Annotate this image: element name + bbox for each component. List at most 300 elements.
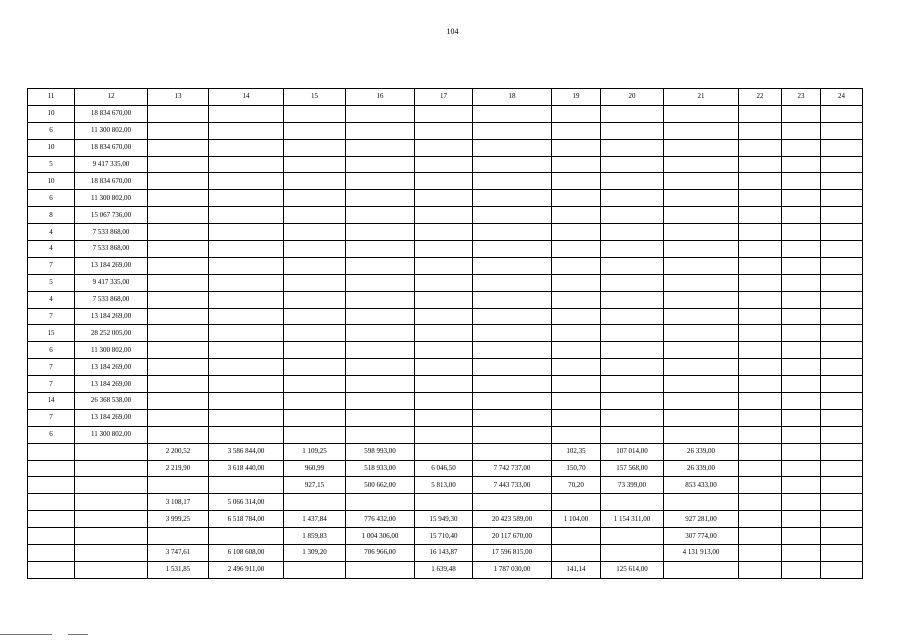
- table-cell: [75, 561, 148, 578]
- table-cell: 13 184 269,00: [75, 409, 148, 426]
- table-cell: [601, 359, 664, 376]
- table-cell: [552, 545, 601, 562]
- table-row: [28, 409, 863, 426]
- table-cell: [209, 173, 284, 190]
- table-cell: [821, 409, 863, 426]
- table-row: [28, 528, 863, 545]
- table-row: [28, 561, 863, 578]
- table-cell: [552, 156, 601, 173]
- table-cell: [28, 511, 75, 528]
- table-cell: 7 533 868,00: [75, 241, 148, 258]
- table-cell: [209, 393, 284, 410]
- table-cell: [739, 190, 782, 207]
- table-cell: [284, 342, 346, 359]
- table-cell: [739, 308, 782, 325]
- column-number-cell: 14: [209, 89, 284, 106]
- table-cell: [782, 426, 821, 443]
- table-cell: 15 710,40: [415, 528, 473, 545]
- table-cell: [209, 291, 284, 308]
- table-cell: [821, 325, 863, 342]
- table-cell: 7 443 733,00: [473, 477, 552, 494]
- table-cell: [601, 139, 664, 156]
- table-cell: [284, 325, 346, 342]
- table-cell: [346, 173, 415, 190]
- table-cell: [821, 494, 863, 511]
- table-header: [28, 89, 863, 106]
- table-cell: [473, 241, 552, 258]
- table-cell: [601, 545, 664, 562]
- table-cell: [552, 409, 601, 426]
- table-cell: 853 433,00: [664, 477, 739, 494]
- table-cell: [664, 308, 739, 325]
- table-cell: [148, 291, 209, 308]
- column-number-cell: 23: [782, 89, 821, 106]
- table-cell: [601, 156, 664, 173]
- footer-rule-short: [68, 634, 88, 635]
- table-cell: [782, 207, 821, 224]
- table-cell: [148, 342, 209, 359]
- table-cell: [664, 105, 739, 122]
- table-cell: [346, 274, 415, 291]
- table-cell: 500 662,00: [346, 477, 415, 494]
- table-cell: 5 813,00: [415, 477, 473, 494]
- table-cell: [664, 494, 739, 511]
- table-cell: [415, 173, 473, 190]
- table-cell: [75, 511, 148, 528]
- table-cell: [415, 342, 473, 359]
- table-cell: 1 109,25: [284, 443, 346, 460]
- column-number-cell: 15: [284, 89, 346, 106]
- table-cell: [739, 511, 782, 528]
- table-cell: [209, 528, 284, 545]
- table-cell: [601, 409, 664, 426]
- table-cell: [148, 224, 209, 241]
- table-cell: [739, 274, 782, 291]
- table-cell: [552, 376, 601, 393]
- table-cell: 11 300 802,00: [75, 426, 148, 443]
- table-cell: [821, 426, 863, 443]
- column-number-row: [28, 89, 863, 106]
- table-cell: [346, 105, 415, 122]
- table-cell: [284, 190, 346, 207]
- table-cell: [415, 426, 473, 443]
- table-cell: [346, 426, 415, 443]
- table-row: [28, 359, 863, 376]
- table-cell: 73 399,00: [601, 477, 664, 494]
- table-cell: [346, 207, 415, 224]
- table-cell: 8: [28, 207, 75, 224]
- table-cell: [782, 156, 821, 173]
- column-number-cell: 20: [601, 89, 664, 106]
- table-cell: [782, 257, 821, 274]
- table-cell: 960,99: [284, 460, 346, 477]
- table-cell: 6: [28, 122, 75, 139]
- table-cell: [473, 342, 552, 359]
- table-cell: [552, 494, 601, 511]
- table-cell: [739, 393, 782, 410]
- table-cell: 3 586 844,00: [209, 443, 284, 460]
- table-cell: [782, 528, 821, 545]
- table-cell: 13 184 269,00: [75, 257, 148, 274]
- table-cell: [284, 409, 346, 426]
- table-cell: 776 432,00: [346, 511, 415, 528]
- table-cell: 7: [28, 257, 75, 274]
- table-cell: [821, 257, 863, 274]
- table-cell: [473, 173, 552, 190]
- table-cell: [782, 494, 821, 511]
- table-cell: [739, 443, 782, 460]
- column-number-cell: 11: [28, 89, 75, 106]
- table-cell: 6: [28, 342, 75, 359]
- table-cell: 706 966,00: [346, 545, 415, 562]
- column-number-cell: 16: [346, 89, 415, 106]
- table-cell: [473, 257, 552, 274]
- table-row: [28, 376, 863, 393]
- table-cell: [346, 190, 415, 207]
- table-cell: [473, 122, 552, 139]
- table-cell: [284, 139, 346, 156]
- table-cell: [664, 173, 739, 190]
- table-cell: [473, 443, 552, 460]
- table-cell: [473, 224, 552, 241]
- table-cell: [601, 105, 664, 122]
- table-cell: 13 184 269,00: [75, 359, 148, 376]
- table-cell: [601, 122, 664, 139]
- table-cell: [473, 139, 552, 156]
- table-cell: 7 533 868,00: [75, 291, 148, 308]
- table-cell: 1 639,48: [415, 561, 473, 578]
- table-cell: [552, 291, 601, 308]
- table-cell: [284, 173, 346, 190]
- table-cell: [601, 325, 664, 342]
- table-cell: [473, 156, 552, 173]
- table-cell: [148, 122, 209, 139]
- table-cell: 3 999,25: [148, 511, 209, 528]
- table-cell: [346, 561, 415, 578]
- table-cell: [28, 528, 75, 545]
- table-cell: [473, 325, 552, 342]
- table-row: [28, 257, 863, 274]
- table-cell: [346, 359, 415, 376]
- table-row: [28, 393, 863, 410]
- table-cell: [473, 426, 552, 443]
- table-cell: [782, 139, 821, 156]
- table-row: [28, 511, 863, 528]
- table-cell: [821, 105, 863, 122]
- table-cell: [346, 409, 415, 426]
- table-cell: [782, 443, 821, 460]
- table-cell: 11 300 802,00: [75, 190, 148, 207]
- data-table: [27, 88, 863, 579]
- table-cell: [739, 139, 782, 156]
- column-number-cell: 21: [664, 89, 739, 106]
- table-cell: 1 309,20: [284, 545, 346, 562]
- table-cell: [346, 393, 415, 410]
- table-row: [28, 274, 863, 291]
- table-cell: 11 300 802,00: [75, 122, 148, 139]
- table-cell: [664, 426, 739, 443]
- table-cell: [209, 325, 284, 342]
- table-cell: 18 834 670,00: [75, 105, 148, 122]
- table-row: [28, 545, 863, 562]
- table-cell: 6: [28, 190, 75, 207]
- table-cell: [415, 156, 473, 173]
- table-cell: [782, 460, 821, 477]
- table-cell: [782, 511, 821, 528]
- table-cell: [821, 342, 863, 359]
- table-cell: [284, 156, 346, 173]
- table-cell: [148, 409, 209, 426]
- table-cell: 15 949,30: [415, 511, 473, 528]
- table-cell: [415, 190, 473, 207]
- table-row: [28, 241, 863, 258]
- table-cell: [552, 426, 601, 443]
- table-cell: 10: [28, 105, 75, 122]
- table-cell: [415, 376, 473, 393]
- table-cell: [473, 207, 552, 224]
- table-cell: [782, 561, 821, 578]
- table-cell: [739, 291, 782, 308]
- table-cell: [209, 190, 284, 207]
- table-row: [28, 477, 863, 494]
- table-cell: [601, 207, 664, 224]
- table-cell: 927 281,00: [664, 511, 739, 528]
- table-cell: 6 108 608,00: [209, 545, 284, 562]
- table-cell: [209, 241, 284, 258]
- table-cell: [209, 426, 284, 443]
- table-cell: [601, 173, 664, 190]
- table-cell: 1 437,84: [284, 511, 346, 528]
- table-cell: 16 143,87: [415, 545, 473, 562]
- table-cell: [284, 105, 346, 122]
- table-cell: [552, 359, 601, 376]
- table-cell: [148, 426, 209, 443]
- table-cell: [821, 274, 863, 291]
- table-cell: [782, 190, 821, 207]
- table-cell: [821, 241, 863, 258]
- table-cell: [552, 528, 601, 545]
- table-cell: [346, 257, 415, 274]
- table-cell: [284, 494, 346, 511]
- table-row: [28, 105, 863, 122]
- table-cell: [601, 224, 664, 241]
- table-cell: [821, 477, 863, 494]
- table-cell: 150,70: [552, 460, 601, 477]
- table-cell: 3 747,61: [148, 545, 209, 562]
- table-cell: [415, 291, 473, 308]
- table-cell: 4: [28, 241, 75, 258]
- table-row: [28, 291, 863, 308]
- table-cell: [415, 207, 473, 224]
- column-number-cell: 12: [75, 89, 148, 106]
- table-cell: [148, 139, 209, 156]
- table-cell: [552, 105, 601, 122]
- table-cell: [209, 139, 284, 156]
- table-cell: [75, 460, 148, 477]
- table-cell: 3 108,17: [148, 494, 209, 511]
- table-cell: [415, 105, 473, 122]
- table-cell: [552, 139, 601, 156]
- table-cell: 6 518 784,00: [209, 511, 284, 528]
- table-cell: [782, 376, 821, 393]
- table-cell: [148, 376, 209, 393]
- table-cell: [415, 443, 473, 460]
- table-cell: [148, 190, 209, 207]
- table-cell: [148, 477, 209, 494]
- table-cell: 20 117 670,00: [473, 528, 552, 545]
- table-cell: [284, 257, 346, 274]
- table-cell: [601, 376, 664, 393]
- footer-rule: [0, 634, 52, 635]
- table-cell: [601, 528, 664, 545]
- table-cell: [821, 359, 863, 376]
- table-cell: [664, 393, 739, 410]
- table-cell: [821, 376, 863, 393]
- table-cell: [552, 122, 601, 139]
- table-cell: [148, 393, 209, 410]
- table-cell: [284, 274, 346, 291]
- table-cell: [601, 308, 664, 325]
- table-cell: [473, 359, 552, 376]
- table-cell: 2 219,90: [148, 460, 209, 477]
- table-cell: [782, 105, 821, 122]
- table-cell: 7 742 737,00: [473, 460, 552, 477]
- table-cell: [346, 342, 415, 359]
- table-cell: [473, 105, 552, 122]
- table-cell: 3 618 440,00: [209, 460, 284, 477]
- table-cell: [415, 257, 473, 274]
- table-cell: [782, 393, 821, 410]
- table-cell: [473, 291, 552, 308]
- table-cell: [664, 274, 739, 291]
- table-cell: 20 423 589,00: [473, 511, 552, 528]
- table-cell: [664, 342, 739, 359]
- table-cell: [782, 477, 821, 494]
- table-cell: [821, 528, 863, 545]
- table-cell: [821, 443, 863, 460]
- table-cell: [782, 241, 821, 258]
- table-cell: [739, 325, 782, 342]
- table-cell: [821, 122, 863, 139]
- table-cell: [284, 376, 346, 393]
- table-cell: [415, 409, 473, 426]
- table-cell: [739, 528, 782, 545]
- table-cell: 9 417 335,00: [75, 156, 148, 173]
- table-cell: [552, 241, 601, 258]
- table-cell: [75, 528, 148, 545]
- table-cell: 2 200,52: [148, 443, 209, 460]
- table-row: [28, 308, 863, 325]
- table-cell: [664, 376, 739, 393]
- table-cell: [473, 190, 552, 207]
- table-cell: [473, 494, 552, 511]
- table-cell: [148, 325, 209, 342]
- table-cell: [284, 561, 346, 578]
- table-cell: 18 834 670,00: [75, 173, 148, 190]
- table-cell: 1 104,00: [552, 511, 601, 528]
- table-cell: [782, 274, 821, 291]
- table-cell: 4: [28, 224, 75, 241]
- column-number-cell: 17: [415, 89, 473, 106]
- table-cell: [739, 561, 782, 578]
- table-cell: [209, 359, 284, 376]
- table-row: [28, 207, 863, 224]
- table-cell: 5 066 314,00: [209, 494, 284, 511]
- table-cell: [739, 359, 782, 376]
- table-cell: 927,15: [284, 477, 346, 494]
- table-cell: [552, 393, 601, 410]
- table-cell: 2 496 911,00: [209, 561, 284, 578]
- table-cell: [148, 241, 209, 258]
- table-cell: [782, 173, 821, 190]
- table-cell: [664, 156, 739, 173]
- table-cell: 9 417 335,00: [75, 274, 148, 291]
- table-cell: 5: [28, 156, 75, 173]
- table-cell: 13 184 269,00: [75, 376, 148, 393]
- table-cell: [209, 156, 284, 173]
- table-cell: [739, 257, 782, 274]
- table-cell: [28, 477, 75, 494]
- table-cell: [664, 257, 739, 274]
- table-cell: [346, 224, 415, 241]
- table-row: [28, 342, 863, 359]
- table-cell: [473, 393, 552, 410]
- table-cell: [552, 257, 601, 274]
- table-cell: [415, 308, 473, 325]
- column-number-cell: 13: [148, 89, 209, 106]
- table-cell: 11 300 802,00: [75, 342, 148, 359]
- table-cell: 6: [28, 426, 75, 443]
- table-cell: [739, 173, 782, 190]
- table-cell: 1 004 306,00: [346, 528, 415, 545]
- table-cell: [601, 393, 664, 410]
- table-row: [28, 494, 863, 511]
- table-cell: [209, 122, 284, 139]
- table-cell: [601, 274, 664, 291]
- table-cell: 18 834 670,00: [75, 139, 148, 156]
- table-cell: [473, 409, 552, 426]
- table-row: [28, 224, 863, 241]
- table-cell: [664, 190, 739, 207]
- table-cell: [552, 325, 601, 342]
- table-cell: [346, 122, 415, 139]
- table-cell: 4: [28, 291, 75, 308]
- table-cell: [75, 494, 148, 511]
- table-cell: [148, 156, 209, 173]
- table-cell: [415, 325, 473, 342]
- table-row: [28, 443, 863, 460]
- table-cell: 7: [28, 409, 75, 426]
- table-cell: [821, 139, 863, 156]
- table-cell: [209, 105, 284, 122]
- column-number-cell: 18: [473, 89, 552, 106]
- table-cell: [346, 494, 415, 511]
- table-cell: [739, 426, 782, 443]
- table-cell: [415, 122, 473, 139]
- table-cell: [821, 308, 863, 325]
- page-number: 104: [446, 27, 459, 36]
- table-cell: [664, 224, 739, 241]
- table-cell: [473, 376, 552, 393]
- table-cell: [346, 241, 415, 258]
- table-cell: [782, 545, 821, 562]
- table-cell: [28, 545, 75, 562]
- table-row: [28, 460, 863, 477]
- table-row: [28, 173, 863, 190]
- table-cell: [821, 291, 863, 308]
- table-cell: [739, 224, 782, 241]
- table-cell: 10: [28, 173, 75, 190]
